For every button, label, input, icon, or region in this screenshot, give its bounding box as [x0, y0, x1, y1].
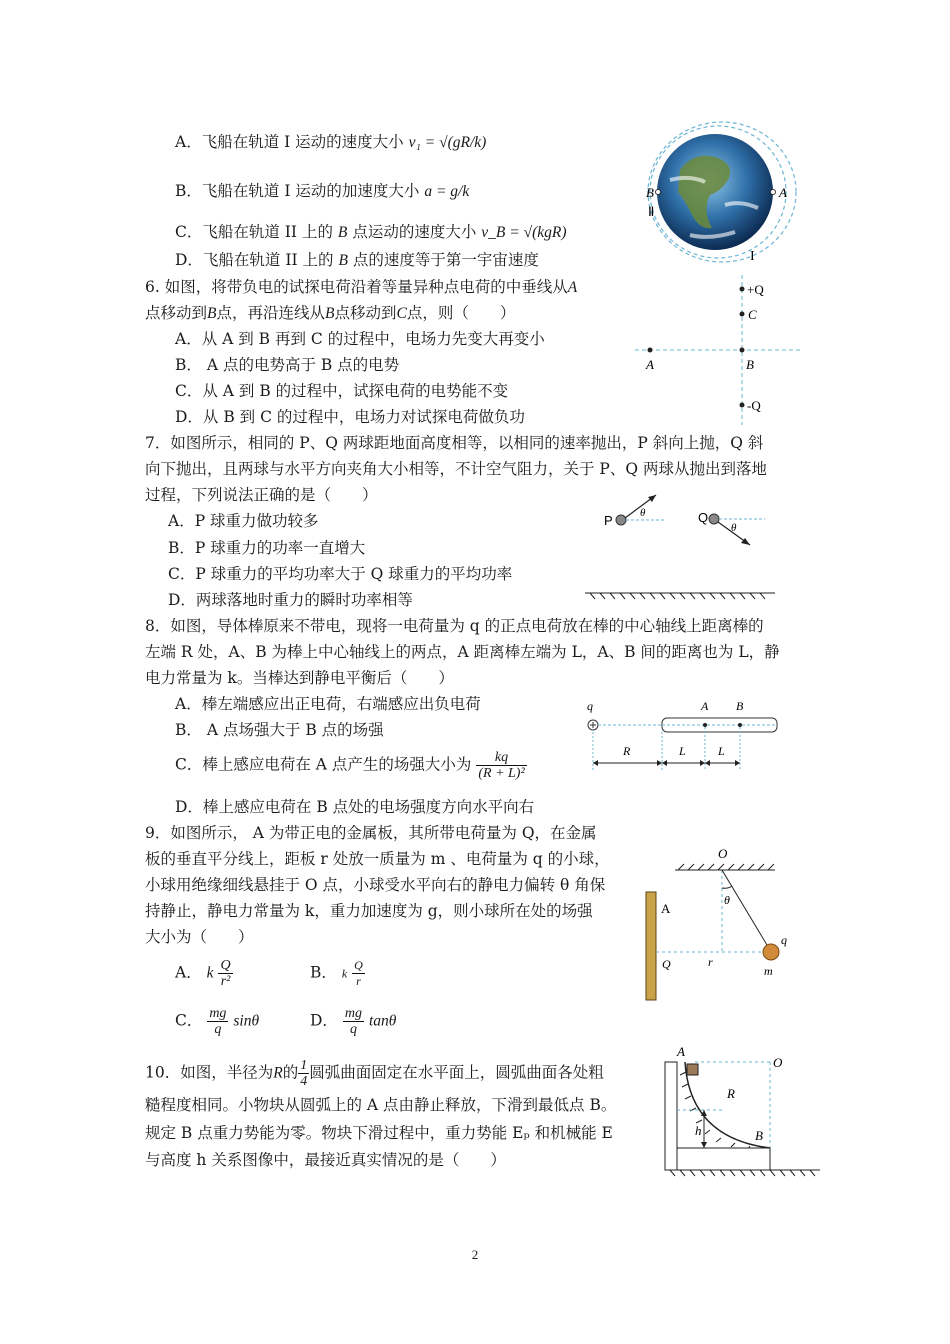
q10-line1	[145, 1058, 604, 1089]
q9-d-tail: tanθ	[368, 1012, 397, 1030]
label-b: B	[755, 1128, 763, 1143]
q9-a-fraction	[218, 958, 232, 989]
label-r: R	[727, 1086, 735, 1101]
ceiling-hatch	[678, 864, 774, 870]
q10-line3: 规定 B 点重力势能为零。物块下滑过程中，重力势能 Eₚ 和机械能 E	[145, 1124, 613, 1142]
q8-line2: 左端 R 处，A、B 为棒上中心轴线上的两点，A 距离棒左端为 L，A、B 间的距离也为 L，静	[145, 643, 780, 661]
q8-c-den: (R + L)²	[478, 766, 525, 781]
base-block	[677, 1148, 770, 1170]
q7-option-b: B．P 球重力的功率一直增大	[168, 539, 366, 557]
q10-arc-figure	[655, 1040, 825, 1180]
label-q-charge: Q	[662, 957, 671, 971]
q7-line1: 7．如图所示，相同的 P、Q 两球距地面高度相等，以相同的速率抛出，P 斜向上抛，Q 斜	[145, 434, 764, 452]
q6-stem2: 点移动到	[145, 304, 208, 322]
q10-line2: 糙程度相同。小物块从圆弧上的 A 点由静止释放，下滑到最低点 B。	[145, 1096, 617, 1114]
q6-option-d: D．从 B 到 C 的过程中，电场力对试探电荷做负功	[175, 408, 525, 426]
p-arrowhead	[648, 495, 656, 502]
q8-line1: 8．如图，导体棒原来不带电，现将一电荷量为 q 的正点电荷放在棒的中心轴线上距离棒的	[145, 617, 764, 635]
theta-arc	[722, 886, 732, 888]
q7-option-d: D．两球落地时重力的瞬时功率相等	[168, 591, 413, 609]
q8-rod-figure	[580, 695, 785, 775]
label-q: Q	[698, 510, 709, 525]
q9-d-den: q	[349, 1022, 357, 1037]
q9-c-fraction	[207, 1006, 228, 1037]
q5-option-b	[175, 181, 469, 202]
label-i: I	[750, 249, 755, 264]
q10-frac-den: 4	[300, 1074, 308, 1089]
q9-c-tail: sinθ	[233, 1012, 260, 1030]
q7-line2: 向下抛出，且两球与水平方向夹角大小相等，不计空气阻力，关于 P、Q 两球从抛出到落地	[145, 460, 767, 478]
q6-option-a: A．从 A 到 B 再到 C 的过程中，电场力先变大再变小	[175, 330, 545, 348]
q8-option-c	[175, 750, 527, 781]
q9-d-fraction	[343, 1006, 364, 1037]
q5-orbit-figure	[640, 120, 805, 270]
ground-hatch	[670, 1170, 815, 1176]
label-b: B	[746, 357, 754, 372]
q6-stem2c: 点移动到	[334, 304, 397, 322]
support-block	[665, 1062, 677, 1170]
label-b: B	[736, 699, 744, 713]
q6-stem2d: 点，则（ ）	[406, 304, 516, 322]
c-dot	[740, 312, 745, 317]
label-r: r	[708, 955, 713, 969]
q9-c-num: mg	[209, 1006, 227, 1021]
q5-c-tail: 点运动的速度大小	[352, 223, 477, 241]
label-r: R	[623, 744, 631, 758]
q9-b-fraction	[352, 958, 365, 989]
q10-line1a: 10．如图，半径为	[145, 1063, 274, 1082]
label-m: m	[764, 964, 773, 978]
label-o: O	[773, 1055, 783, 1070]
q9-line5: 大小为（ ）	[145, 928, 254, 946]
q5-b-text: B．飞船在轨道 I 运动的加速度大小	[175, 182, 420, 200]
q8-option-b: B． A 点场强大于 B 点的场强	[175, 721, 384, 739]
q7-option-c: C．P 球重力的平均功率大于 Q 球重力的平均功率	[168, 565, 513, 583]
q8-c-text: C．棒上感应电荷在 A 点产生的场强大小为	[175, 755, 472, 774]
q8-line3: 电力常量为 k。当棒达到静电平衡后（ ）	[145, 669, 454, 687]
q10-line1b: 的	[282, 1063, 299, 1082]
q8-option-a: A．棒左端感应出正电荷，右端感应出负电荷	[175, 695, 481, 713]
label-plus-q: +Q	[747, 282, 764, 297]
label-h: h	[695, 1123, 702, 1138]
q5-a-formula: v₁ = √(gR/k)	[408, 134, 487, 151]
q9-b-den: r	[356, 974, 361, 988]
q7-line3: 过程，下列说法正确的是（ ）	[145, 486, 378, 504]
q9-line3: 小球用绝缘细线悬挂于 O 点，小球受水平向右的静电力偏转 θ 角保	[145, 876, 606, 894]
q9-line4: 持静止，静电力常量为 k，重力加速度为 g，则小球所在处的场强	[145, 902, 593, 920]
label-minus-q: -Q	[747, 398, 761, 413]
q9-line1: 9．如图所示， A 为带正电的金属板，其所带电荷量为 Q，在金属	[145, 824, 597, 842]
q10-line4: 与高度 h 关系图像中，最接近真实情况的是（ ）	[145, 1151, 506, 1169]
label-theta: θ	[724, 893, 730, 907]
q5-option-a	[175, 132, 486, 153]
q9-option-c	[175, 1006, 259, 1037]
q6-stem2-var3: C	[396, 305, 407, 322]
q9-b-num: Q	[354, 958, 363, 972]
q5-d-text: D．飞船在轨道 II 上的	[175, 251, 334, 269]
q7-projectile-figure	[580, 485, 780, 610]
q10-line1c: 圆弧曲面固定在水平面上，圆弧曲面各处粗	[309, 1063, 604, 1082]
q10-quarter-fraction	[298, 1058, 309, 1089]
q8-c-fraction	[476, 750, 526, 781]
q9-b-k: k	[341, 966, 348, 981]
block	[687, 1064, 698, 1075]
q9-option-d	[310, 1006, 396, 1037]
point-a-marker	[771, 190, 776, 195]
label-c: C	[748, 307, 757, 322]
q9-a-den: r²	[220, 974, 231, 989]
label-a: A	[701, 699, 709, 713]
thread	[722, 870, 770, 950]
q9-option-b	[310, 958, 365, 989]
q5-c-formula: v_B = √(kgR)	[481, 224, 567, 241]
ball-p	[616, 515, 626, 525]
q5-option-c	[175, 222, 567, 243]
q9-a-k: k	[206, 964, 214, 982]
metal-plate	[646, 892, 656, 1000]
point-b-marker	[656, 190, 661, 195]
point-b	[738, 723, 742, 727]
label-a: A	[646, 357, 654, 372]
q9-a-label: A．	[175, 963, 202, 982]
a-dot	[648, 348, 653, 353]
q6-stem1-var: A	[567, 279, 578, 296]
q5-d-tail: 点的速度等于第一宇宙速度	[352, 251, 539, 269]
q5-c-var: B	[337, 224, 348, 241]
label-p: P	[604, 513, 613, 528]
q5-d-var: B	[338, 252, 348, 269]
q6-charges-figure	[630, 275, 805, 430]
q5-b-formula: a = g/k	[424, 183, 470, 200]
label-plate-a: A	[661, 901, 671, 916]
q6-stem-line2	[145, 303, 515, 324]
b-dot	[740, 348, 745, 353]
q9-option-a	[175, 958, 233, 989]
label-ii: Ⅱ	[648, 204, 655, 219]
q6-stem2b: 点，再沿连线从	[216, 304, 325, 322]
q6-stem1: 6. 如图，将带负电的试探电荷沿着等量异种点电荷的中垂线从	[145, 278, 568, 296]
label-b: B	[646, 185, 654, 200]
label-l1: L	[679, 744, 686, 758]
q9-c-label: C．	[175, 1011, 203, 1030]
plus-q-dot	[740, 287, 745, 292]
q9-a-num: Q	[220, 958, 231, 973]
label-a: A	[677, 1044, 685, 1059]
q8-option-d: D．棒上感应电荷在 B 点处的电场强度方向水平向右	[175, 798, 535, 816]
minus-q-dot	[740, 403, 745, 408]
q6-option-c: C．从 A 到 B 的过程中，试探电荷的电势能不变	[175, 382, 509, 400]
p-theta: θ	[640, 507, 646, 519]
page-number: 2	[471, 1247, 479, 1262]
arc-hatch	[680, 1072, 763, 1151]
q6-stem2-var: B	[207, 305, 217, 322]
q5-a-text: A．飞船在轨道 I 运动的速度大小	[175, 133, 404, 151]
label-q-small: q	[781, 933, 787, 947]
q5-c-text: C．飞船在轨道 II 上的	[175, 223, 333, 241]
point-a	[703, 723, 707, 727]
ball-q	[709, 514, 719, 524]
q9-d-label: D．	[310, 1011, 338, 1030]
ball	[763, 944, 779, 960]
q9-line2: 板的垂直平分线上，距板 r 处放一质量为 m 、电荷量为 q 的小球，	[145, 850, 610, 868]
q10-r: R	[273, 1064, 283, 1082]
label-q: q	[587, 699, 593, 713]
ground-hatch	[590, 593, 765, 599]
q8-c-num: kq	[476, 750, 526, 766]
q6-stem2-var2: B	[325, 305, 335, 322]
label-o: O	[718, 846, 728, 861]
q9-b-label: B．	[310, 963, 337, 982]
label-l2: L	[718, 744, 725, 758]
q7-option-a: A．P 球重力做功较多	[168, 512, 319, 530]
label-a: A	[779, 185, 787, 200]
q6-option-b: B． A 点的电势高于 B 点的电势	[175, 356, 400, 374]
q5-option-d	[175, 250, 539, 271]
q9-d-num: mg	[344, 1006, 362, 1021]
q9-pendulum-figure	[640, 840, 810, 1005]
q6-stem-line1	[145, 277, 577, 298]
q9-c-den: q	[214, 1022, 222, 1037]
q10-frac-num: 1	[300, 1058, 308, 1073]
q-theta: θ	[731, 522, 737, 534]
